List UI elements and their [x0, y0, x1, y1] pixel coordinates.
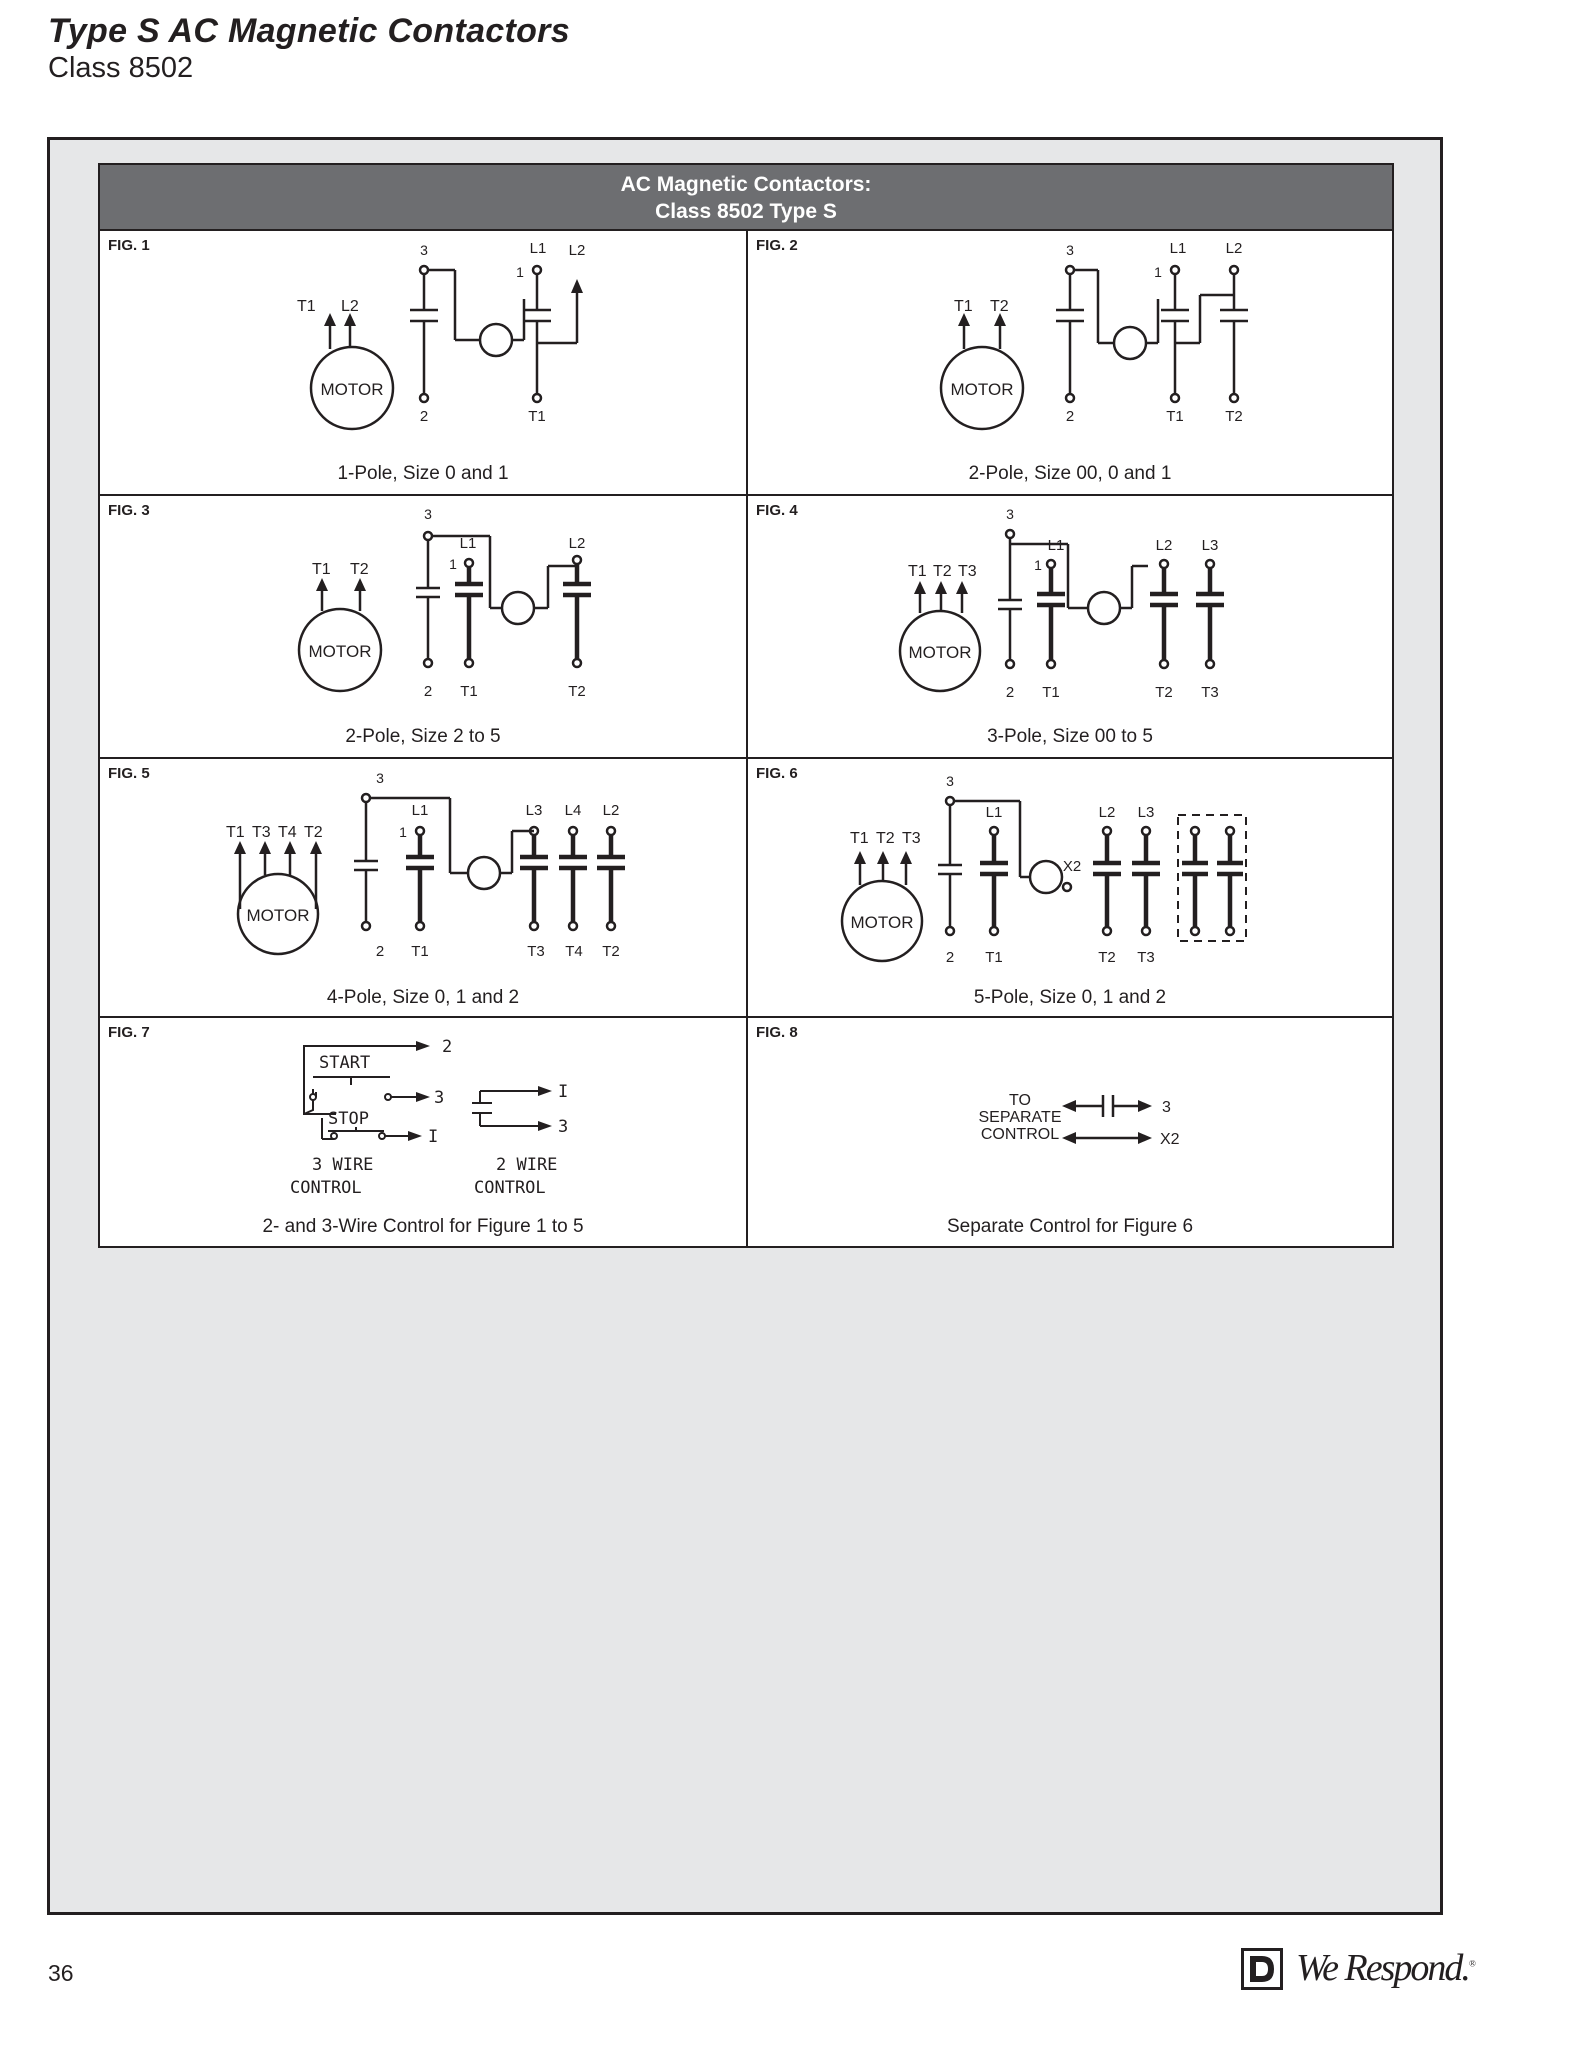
svg-text:1: 1	[516, 264, 524, 280]
svg-text:3 WIRE: 3 WIRE	[312, 1155, 374, 1175]
svg-text:T1: T1	[226, 824, 245, 841]
svg-text:T2: T2	[876, 830, 895, 847]
svg-text:2: 2	[419, 408, 429, 425]
figure-6-diagram	[748, 759, 1392, 1016]
figure-2-diagram	[748, 231, 1392, 494]
svg-text:2: 2	[1005, 684, 1015, 701]
figure-4-cell	[748, 496, 1392, 757]
svg-text:T2: T2	[990, 298, 1009, 315]
figure-caption: 5-Pole, Size 0, 1 and 2	[973, 987, 1167, 1008]
svg-text:CONTROL: CONTROL	[980, 1126, 1060, 1143]
square-d-logo-mark	[1244, 1951, 1280, 1987]
svg-text:MOTOR: MOTOR	[950, 380, 1014, 399]
figure-4-diagram	[748, 496, 1392, 757]
svg-text:T2: T2	[568, 683, 586, 700]
svg-text:T1: T1	[850, 830, 869, 847]
svg-text:T1: T1	[297, 298, 316, 315]
svg-text:L4: L4	[564, 802, 582, 819]
figure-7-cell	[100, 1018, 746, 1248]
svg-text:MOTOR: MOTOR	[850, 913, 914, 932]
table-heading	[100, 165, 1392, 231]
svg-text:T2: T2	[350, 561, 369, 578]
figure-3-cell	[100, 496, 746, 757]
optional-poles-box	[1178, 815, 1246, 941]
svg-text:L2: L2	[1155, 537, 1173, 554]
svg-text:MOTOR: MOTOR	[320, 380, 384, 399]
figure-label: FIG. 6	[756, 765, 798, 782]
svg-text:T1: T1	[1166, 408, 1184, 425]
svg-text:1: 1	[449, 556, 457, 572]
svg-text:1: 1	[399, 824, 407, 840]
figure-5-diagram	[100, 759, 746, 1016]
svg-text:L1: L1	[411, 802, 429, 819]
svg-text:T1: T1	[312, 561, 331, 578]
svg-text:MOTOR: MOTOR	[908, 643, 972, 662]
svg-text:3: 3	[424, 506, 432, 522]
svg-text:3: 3	[1066, 242, 1074, 258]
figure-label: FIG. 4	[756, 502, 798, 519]
svg-text:2: 2	[945, 949, 955, 966]
svg-text:3: 3	[434, 1088, 445, 1108]
svg-text:T3: T3	[1137, 949, 1155, 966]
figure-2-cell	[748, 231, 1392, 494]
svg-text:SEPARATE: SEPARATE	[978, 1109, 1062, 1126]
svg-text:T1: T1	[411, 943, 429, 960]
svg-text:STOP: STOP	[328, 1109, 369, 1129]
figure-caption: 2-Pole, Size 2 to 5	[345, 726, 501, 747]
svg-text:CONTROL: CONTROL	[474, 1178, 546, 1198]
svg-text:T3: T3	[252, 824, 271, 841]
figure-6-cell	[748, 759, 1392, 1016]
svg-text:3: 3	[1006, 506, 1014, 522]
square-d-logo-icon	[1241, 1948, 1283, 1990]
svg-text:L3: L3	[1137, 804, 1155, 821]
page-title: Type S AC Magnetic Contactors	[48, 12, 570, 50]
svg-text:I: I	[558, 1082, 569, 1102]
svg-text:L2: L2	[568, 535, 586, 552]
svg-text:L2: L2	[602, 802, 620, 819]
figure-8-diagram	[748, 1018, 1392, 1248]
wiring-diagram-table	[98, 163, 1394, 1248]
svg-text:L2: L2	[1098, 804, 1116, 821]
figure-1-diagram	[100, 231, 746, 494]
svg-text:L1: L1	[1169, 240, 1187, 257]
svg-text:L3: L3	[1201, 537, 1219, 554]
svg-text:3: 3	[376, 770, 384, 786]
svg-text:L1: L1	[1047, 537, 1065, 554]
svg-text:3: 3	[558, 1117, 569, 1137]
svg-text:L1: L1	[459, 535, 477, 552]
table-heading-line2: Class 8502 Type S	[655, 200, 837, 223]
svg-text:2 WIRE: 2 WIRE	[496, 1155, 558, 1175]
svg-text:T2: T2	[602, 943, 620, 960]
page-number: 36	[48, 1960, 74, 1986]
svg-text:1: 1	[1154, 264, 1162, 280]
svg-text:T1: T1	[528, 408, 546, 425]
svg-text:T1: T1	[908, 563, 927, 580]
svg-text:T1: T1	[460, 683, 478, 700]
svg-text:1: 1	[1034, 557, 1042, 573]
svg-text:T2: T2	[1225, 408, 1243, 425]
svg-text:X2: X2	[1160, 1131, 1180, 1148]
figure-label: FIG. 2	[756, 237, 798, 254]
svg-text:T3: T3	[527, 943, 545, 960]
page-subtitle: Class 8502	[48, 52, 194, 84]
figure-caption: Separate Control for Figure 6	[946, 1216, 1194, 1237]
svg-text:T2: T2	[1155, 684, 1173, 701]
svg-text:L1: L1	[985, 804, 1003, 821]
svg-text:MOTOR: MOTOR	[246, 906, 310, 925]
svg-text:I: I	[428, 1127, 439, 1147]
svg-text:3: 3	[1162, 1099, 1171, 1116]
svg-text:T1: T1	[985, 949, 1003, 966]
figure-3-diagram	[100, 496, 746, 757]
svg-text:CONTROL: CONTROL	[290, 1178, 362, 1198]
svg-text:START: START	[319, 1053, 371, 1073]
tagline-text: We Respond.	[1296, 1947, 1469, 1989]
figure-label: FIG. 7	[108, 1024, 150, 1041]
svg-text:X2: X2	[1062, 858, 1082, 875]
svg-text:2: 2	[442, 1037, 453, 1057]
svg-text:3: 3	[420, 242, 428, 258]
tagline	[1296, 1946, 1476, 1990]
svg-text:L2: L2	[568, 242, 586, 259]
svg-text:T3: T3	[958, 563, 977, 580]
svg-text:3: 3	[946, 773, 954, 789]
svg-text:2: 2	[1065, 408, 1075, 425]
svg-text:L3: L3	[525, 802, 543, 819]
figure-1-cell	[100, 231, 746, 494]
svg-text:T2: T2	[304, 824, 323, 841]
svg-text:TO: TO	[1009, 1092, 1031, 1109]
svg-text:T2: T2	[1098, 949, 1116, 966]
svg-text:T4: T4	[278, 824, 297, 841]
trademark-symbol: ®	[1468, 1958, 1476, 1969]
table-heading-line1: AC Magnetic Contactors:	[620, 173, 872, 196]
figure-caption: 3-Pole, Size 00 to 5	[987, 726, 1153, 747]
figure-8-cell	[748, 1018, 1392, 1248]
svg-text:L1: L1	[529, 240, 547, 257]
figure-label: FIG. 8	[756, 1024, 798, 1041]
figure-label: FIG. 3	[108, 502, 150, 519]
svg-text:2: 2	[375, 943, 385, 960]
figure-caption: 4-Pole, Size 0, 1 and 2	[326, 987, 520, 1008]
figure-label: FIG. 5	[108, 765, 150, 782]
figure-caption: 2-Pole, Size 00, 0 and 1	[968, 463, 1172, 484]
figure-5-cell	[100, 759, 746, 1016]
svg-text:L2: L2	[1225, 240, 1243, 257]
figure-7-diagram	[100, 1018, 746, 1248]
svg-text:L2: L2	[341, 298, 359, 315]
svg-text:T1: T1	[1042, 684, 1060, 701]
svg-text:T3: T3	[902, 830, 921, 847]
figure-caption: 2- and 3-Wire Control for Figure 1 to 5	[262, 1216, 584, 1237]
svg-text:T4: T4	[565, 943, 583, 960]
figure-label: FIG. 1	[108, 237, 150, 254]
svg-text:2: 2	[423, 683, 433, 700]
svg-text:T3: T3	[1201, 684, 1219, 701]
svg-text:MOTOR: MOTOR	[308, 642, 372, 661]
svg-text:T2: T2	[933, 563, 952, 580]
svg-text:T1: T1	[954, 298, 973, 315]
figure-caption: 1-Pole, Size 0 and 1	[337, 463, 509, 484]
